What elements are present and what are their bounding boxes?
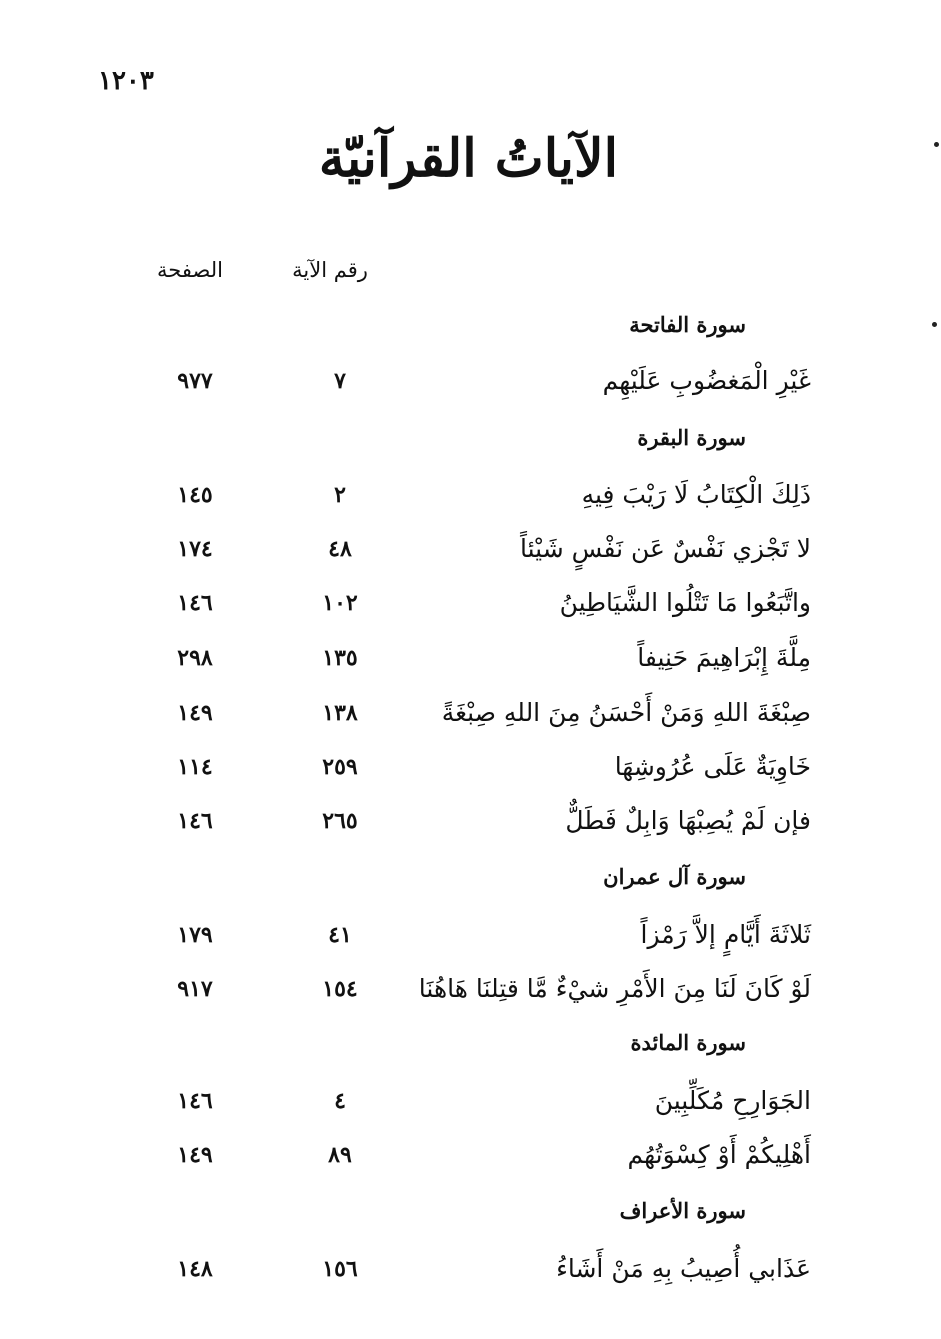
verse-row: [0, 1086, 941, 1126]
ayah-number: ١٠٢: [322, 590, 358, 616]
scan-mark: [932, 322, 937, 327]
ayah-number: ٤: [334, 1088, 346, 1114]
ayah-number: ٢٦٥: [322, 808, 358, 834]
verse-text: ثَلاثَةَ أَيَّامٍ إلاَّ رَمْزاً: [640, 920, 811, 949]
verse-row: [0, 920, 941, 960]
verse-row: [0, 974, 941, 1014]
verse-row: [0, 1140, 941, 1180]
verse-row: [0, 643, 941, 683]
verse-text: خَاوِيَةٌ عَلَى عُرُوشِهَا: [614, 752, 811, 781]
ayah-number: ١٥٦: [322, 1256, 358, 1282]
page-reference: ٩١٧: [177, 976, 213, 1002]
column-header-ayah: رقم الآية: [292, 258, 368, 282]
ayah-number: ٧: [334, 368, 346, 394]
verse-row: [0, 480, 941, 520]
page-reference: ٢٩٨: [177, 645, 213, 671]
verse-text: ذَلِكَ الْكِتَابُ لَا رَيْبَ فِيهِ: [581, 480, 811, 509]
verse-text: لا تَجْزي نَفْسٌ عَن نَفْسٍ شَيْئاً: [519, 534, 811, 563]
page-reference: ١٤٦: [177, 1088, 213, 1114]
verse-text: الجَوَارِحِ مُكَلِّبِينَ: [654, 1086, 811, 1115]
page-reference: ١٧٩: [177, 922, 213, 948]
page-reference: ١٧٤: [177, 536, 213, 562]
surah-heading: سورة البقرة: [637, 425, 746, 450]
page-reference: ٩٧٧: [177, 368, 213, 394]
page-reference: ١٤٩: [177, 1142, 213, 1168]
page-reference: ١٤٨: [177, 1256, 213, 1282]
verse-text: مِلَّةَ إِبْرَاهِيمَ حَنِيفاً: [637, 643, 811, 672]
verse-text: فإن لَمْ يُصِبْهَا وَابِلٌ فَطَلٌّ: [565, 806, 811, 835]
verse-text: واتَّبَعُوا مَا تَتْلُوا الشَّيَاطِينُ: [559, 588, 811, 617]
ayah-number: ٢٥٩: [322, 754, 358, 780]
scan-mark: [934, 142, 939, 147]
page-reference: ١٤٦: [177, 590, 213, 616]
verse-row: [0, 534, 941, 574]
verse-row: [0, 698, 941, 738]
ayah-number: ٢: [334, 482, 346, 508]
verse-text: عَذَابي أُصِيبُ بِهِ مَنْ أَشَاءُ: [556, 1254, 811, 1283]
verse-row: [0, 366, 941, 406]
page-title: الآياتُ القرآنيّة: [318, 128, 619, 189]
verse-text: لَوْ كَانَ لَنَا مِنَ الأَمْرِ شيْءٌ مَّا قتِلنَا هَاهُنَا: [418, 974, 811, 1003]
column-header-page: الصفحة: [157, 258, 223, 282]
verse-text: أَهْلِيكُمْ أَوْ كِسْوَتُهُم: [627, 1140, 811, 1169]
page-reference: ١١٤: [177, 754, 213, 780]
page-reference: ١٤٥: [177, 482, 213, 508]
surah-heading: سورة المائدة: [630, 1030, 746, 1055]
ayah-number: ١٣٨: [322, 700, 358, 726]
verse-row: [0, 806, 941, 846]
verse-text: غَيْرِ الْمَغضُوبِ عَلَيْهِم: [602, 366, 811, 395]
page-reference: ١٤٩: [177, 700, 213, 726]
verse-row: [0, 588, 941, 628]
ayah-number: ١٥٤: [322, 976, 358, 1002]
ayah-number: ٨٩: [328, 1142, 352, 1168]
ayah-number: ١٣٥: [322, 645, 358, 671]
page-number: ١٢٠٣: [98, 66, 154, 96]
surah-heading: سورة الفاتحة: [629, 312, 746, 337]
surah-heading: سورة الأعراف: [619, 1198, 746, 1223]
ayah-number: ٤٨: [328, 536, 352, 562]
page-reference: ١٤٦: [177, 808, 213, 834]
verse-row: [0, 752, 941, 792]
ayah-number: ٤١: [328, 922, 352, 948]
surah-heading: سورة آل عمران: [603, 864, 746, 889]
verse-text: صِبْغَةَ اللهِ وَمَنْ أَحْسَنُ مِنَ اللهِ صِبْغَةً: [441, 698, 811, 727]
verse-row: [0, 1254, 941, 1294]
